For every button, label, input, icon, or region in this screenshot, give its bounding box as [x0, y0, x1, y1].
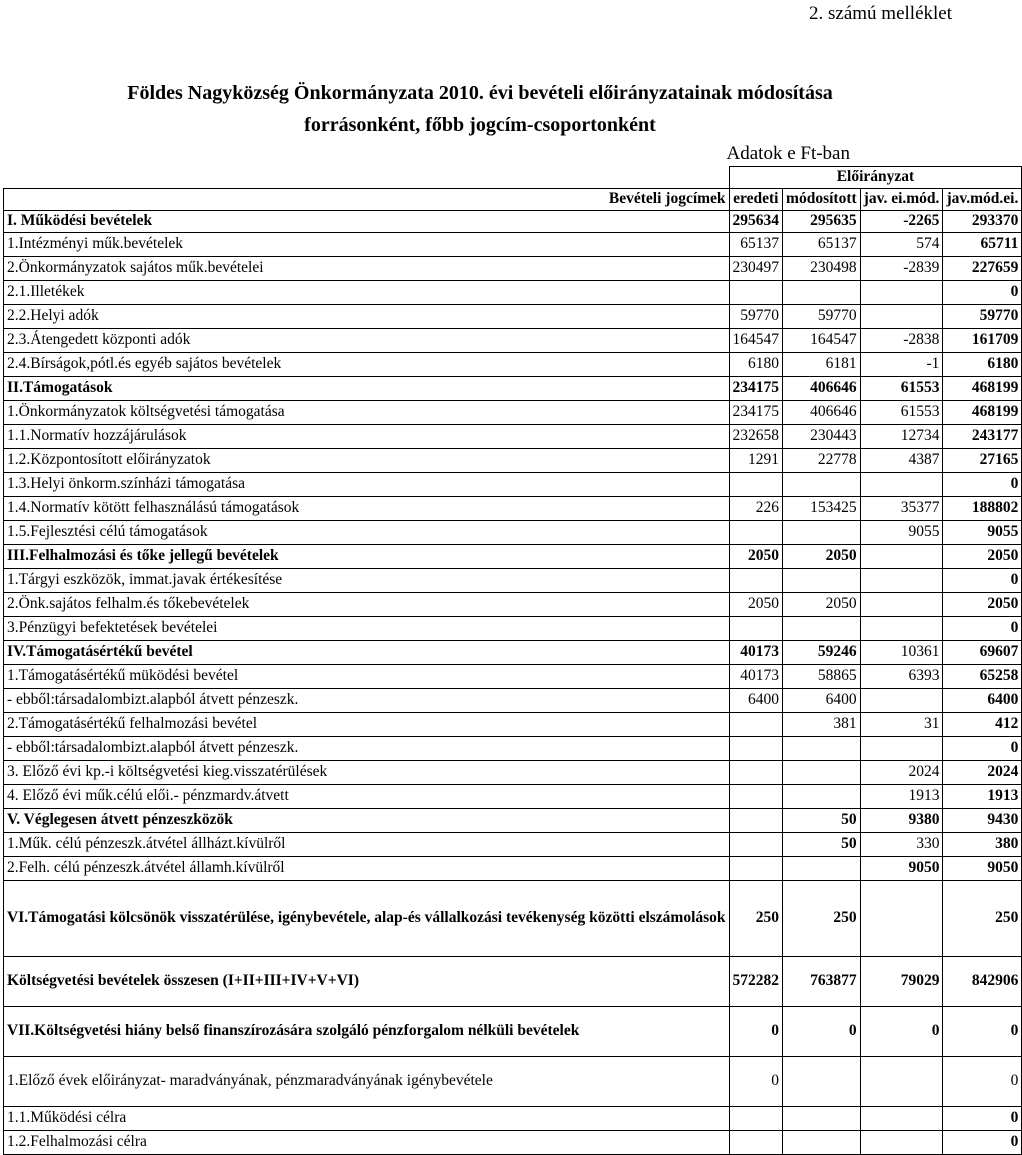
cell-jav-eimod: 12734 — [860, 425, 943, 449]
table-row — [4, 617, 1022, 641]
cell-modositott — [783, 521, 861, 545]
cell-modositott: 50 — [783, 833, 861, 857]
cell-modositott: 230498 — [783, 257, 861, 281]
cell-modositott: 59246 — [783, 641, 861, 665]
cell-modositott — [783, 617, 861, 641]
table-row — [4, 785, 1022, 809]
table-row — [4, 1057, 1022, 1107]
cell-jav-eimod: 6393 — [860, 665, 943, 689]
table-row — [4, 809, 1022, 833]
row-label: 4. Előző évi műk.célú elői.- pénzmardv.átvett — [4, 785, 730, 809]
cell-jav-modei: 0 — [943, 737, 1022, 761]
table-row — [4, 1007, 1022, 1057]
row-label: 2.3.Átengedett központi adók — [4, 329, 730, 353]
cell-eredeti — [729, 809, 783, 833]
row-label: 1.Önkormányzatok költségvetési támogatása — [4, 401, 730, 425]
cell-modositott: 59770 — [783, 305, 861, 329]
row-label: 2.2.Helyi adók — [4, 305, 730, 329]
row-label: VII.Költségvetési hiány belső finanszírozására szolgáló pénzforgalom nélküli bevételek — [4, 1007, 730, 1057]
table-row — [4, 473, 1022, 497]
table-row — [4, 233, 1022, 257]
cell-jav-modei: 2050 — [943, 593, 1022, 617]
cell-modositott: 381 — [783, 713, 861, 737]
header-blank — [4, 167, 730, 189]
cell-modositott — [783, 1131, 861, 1155]
cell-jav-modei: 0 — [943, 617, 1022, 641]
cell-jav-eimod: 9050 — [860, 857, 943, 881]
table-row — [4, 257, 1022, 281]
cell-eredeti: 65137 — [729, 233, 783, 257]
row-label: 2.4.Bírságok,pótl.és egyéb sajátos bevételek — [4, 353, 730, 377]
cell-jav-eimod — [860, 569, 943, 593]
cell-eredeti — [729, 1131, 783, 1155]
cell-jav-eimod — [860, 689, 943, 713]
cell-jav-modei: 227659 — [943, 257, 1022, 281]
cell-eredeti: 0 — [729, 1007, 783, 1057]
cell-eredeti: 59770 — [729, 305, 783, 329]
cell-modositott — [783, 281, 861, 305]
row-label: 1.1.Működési célra — [4, 1107, 730, 1131]
cell-jav-eimod: 9380 — [860, 809, 943, 833]
annex-label: 2. számú melléklet — [809, 3, 952, 24]
cell-jav-modei: 2024 — [943, 761, 1022, 785]
cell-modositott: 2050 — [783, 545, 861, 569]
cell-modositott: 295635 — [783, 211, 861, 233]
cell-jav-modei: 9430 — [943, 809, 1022, 833]
table-row — [4, 1107, 1022, 1131]
cell-eredeti: 250 — [729, 881, 783, 957]
unit-note: Adatok e Ft-ban — [726, 143, 850, 164]
cell-jav-eimod: 79029 — [860, 957, 943, 1007]
cell-eredeti — [729, 857, 783, 881]
cell-jav-modei: 0 — [943, 473, 1022, 497]
row-label: VI.Támogatási kölcsönök visszatérülése, igénybevétele, alap-és vállalkozási tevékenység közötti elszámolások — [4, 881, 730, 957]
cell-modositott: 164547 — [783, 329, 861, 353]
cell-modositott: 250 — [783, 881, 861, 957]
cell-jav-eimod: 61553 — [860, 377, 943, 401]
cell-modositott — [783, 569, 861, 593]
table-row — [4, 881, 1022, 957]
cell-jav-eimod — [860, 593, 943, 617]
cell-jav-eimod: 574 — [860, 233, 943, 257]
cell-jav-eimod: 35377 — [860, 497, 943, 521]
cell-jav-modei: 0 — [943, 1131, 1022, 1155]
cell-eredeti — [729, 617, 783, 641]
cell-jav-eimod: 0 — [860, 1007, 943, 1057]
cell-eredeti: 234175 — [729, 401, 783, 425]
table-row — [4, 281, 1022, 305]
table-row — [4, 521, 1022, 545]
cell-jav-modei: 188802 — [943, 497, 1022, 521]
row-label: 2.Felh. célú pénzeszk.átvétel államh.kívülről — [4, 857, 730, 881]
cell-jav-modei: 468199 — [943, 377, 1022, 401]
cell-jav-modei: 161709 — [943, 329, 1022, 353]
cell-jav-modei: 250 — [943, 881, 1022, 957]
cell-eredeti: 226 — [729, 497, 783, 521]
cell-jav-modei: 27165 — [943, 449, 1022, 473]
cell-eredeti — [729, 713, 783, 737]
row-label: 1.Műk. célú pénzeszk.átvétel állházt.kívülről — [4, 833, 730, 857]
cell-eredeti — [729, 473, 783, 497]
cell-eredeti: 572282 — [729, 957, 783, 1007]
cell-jav-modei: 6400 — [943, 689, 1022, 713]
header-modositott: módosított — [783, 189, 861, 211]
cell-eredeti: 6180 — [729, 353, 783, 377]
cell-jav-eimod: 9055 — [860, 521, 943, 545]
cell-jav-eimod — [860, 881, 943, 957]
cell-eredeti: 6400 — [729, 689, 783, 713]
cell-eredeti — [729, 569, 783, 593]
cell-jav-eimod: 31 — [860, 713, 943, 737]
table-row — [4, 305, 1022, 329]
cell-jav-modei: 69607 — [943, 641, 1022, 665]
cell-modositott — [783, 857, 861, 881]
cell-jav-modei: 65711 — [943, 233, 1022, 257]
cell-modositott: 6400 — [783, 689, 861, 713]
cell-eredeti: 164547 — [729, 329, 783, 353]
cell-modositott: 2050 — [783, 593, 861, 617]
cell-jav-modei: 0 — [943, 281, 1022, 305]
row-label: V. Véglegesen átvett pénzeszközök — [4, 809, 730, 833]
table-row — [4, 957, 1022, 1007]
row-label: 3.Pénzügyi befektetések bevételei — [4, 617, 730, 641]
cell-modositott: 58865 — [783, 665, 861, 689]
cell-jav-eimod — [860, 737, 943, 761]
cell-jav-modei: 59770 — [943, 305, 1022, 329]
cell-modositott — [783, 785, 861, 809]
row-label: 1.1.Normatív hozzájárulások — [4, 425, 730, 449]
cell-modositott — [783, 737, 861, 761]
revenue-table — [3, 166, 1022, 1155]
cell-jav-eimod: 2024 — [860, 761, 943, 785]
row-label: 1.3.Helyi önkorm.színházi támogatása — [4, 473, 730, 497]
cell-modositott — [783, 473, 861, 497]
table-row — [4, 689, 1022, 713]
table-row — [4, 593, 1022, 617]
header-group: Előirányzat — [729, 167, 1022, 189]
cell-jav-eimod — [860, 473, 943, 497]
cell-jav-eimod — [860, 617, 943, 641]
table-row — [4, 761, 1022, 785]
cell-jav-eimod — [860, 1057, 943, 1107]
cell-modositott: 230443 — [783, 425, 861, 449]
table-row — [4, 569, 1022, 593]
table-row — [4, 211, 1022, 233]
cell-jav-eimod: -2838 — [860, 329, 943, 353]
cell-eredeti — [729, 785, 783, 809]
document-title-line1: Földes Nagyközség Önkormányzata 2010. évi bevételi előirányzatainak módosítása — [127, 82, 833, 104]
row-label: II.Támogatások — [4, 377, 730, 401]
cell-jav-modei: 293370 — [943, 211, 1022, 233]
cell-modositott: 406646 — [783, 377, 861, 401]
cell-modositott: 153425 — [783, 497, 861, 521]
header-label: Bevételi jogcímek — [4, 189, 730, 211]
cell-jav-modei: 243177 — [943, 425, 1022, 449]
cell-jav-modei: 0 — [943, 569, 1022, 593]
table-row — [4, 401, 1022, 425]
cell-modositott — [783, 761, 861, 785]
cell-jav-modei: 412 — [943, 713, 1022, 737]
cell-jav-eimod: 1913 — [860, 785, 943, 809]
cell-jav-modei: 2050 — [943, 545, 1022, 569]
cell-eredeti — [729, 737, 783, 761]
row-label: 1.Előző évek előirányzat- maradványának, pénzmaradványának igénybevétele — [4, 1057, 730, 1107]
cell-eredeti: 232658 — [729, 425, 783, 449]
row-label: 2.1.Illetékek — [4, 281, 730, 305]
row-label: 1.Intézményi műk.bevételek — [4, 233, 730, 257]
cell-jav-eimod: -1 — [860, 353, 943, 377]
table-row — [4, 497, 1022, 521]
cell-modositott: 763877 — [783, 957, 861, 1007]
cell-jav-eimod — [860, 1107, 943, 1131]
cell-jav-modei: 9055 — [943, 521, 1022, 545]
cell-jav-eimod: -2839 — [860, 257, 943, 281]
document-title-line2: forrásonként, főbb jogcím-csoportonként — [304, 114, 656, 136]
cell-eredeti: 230497 — [729, 257, 783, 281]
cell-jav-eimod — [860, 281, 943, 305]
cell-eredeti — [729, 521, 783, 545]
cell-modositott — [783, 1057, 861, 1107]
cell-eredeti: 234175 — [729, 377, 783, 401]
cell-eredeti — [729, 1107, 783, 1131]
table-row — [4, 353, 1022, 377]
cell-modositott: 50 — [783, 809, 861, 833]
table-row — [4, 857, 1022, 881]
row-label: 2.Támogatásértékű felhalmozási bevétel — [4, 713, 730, 737]
row-label: IV.Támogatásértékű bevétel — [4, 641, 730, 665]
table-row — [4, 737, 1022, 761]
row-label: 1.2.Központosított előirányzatok — [4, 449, 730, 473]
cell-eredeti — [729, 833, 783, 857]
cell-modositott: 6181 — [783, 353, 861, 377]
cell-jav-modei: 380 — [943, 833, 1022, 857]
cell-jav-eimod: 330 — [860, 833, 943, 857]
row-label: 2.Önkormányzatok sajátos műk.bevételei — [4, 257, 730, 281]
cell-jav-eimod — [860, 545, 943, 569]
cell-eredeti: 295634 — [729, 211, 783, 233]
cell-eredeti: 40173 — [729, 641, 783, 665]
table-row — [4, 425, 1022, 449]
row-label: 1.2.Felhalmozási célra — [4, 1131, 730, 1155]
cell-modositott: 22778 — [783, 449, 861, 473]
cell-eredeti: 2050 — [729, 545, 783, 569]
cell-eredeti — [729, 281, 783, 305]
row-label: 3. Előző évi kp.-i költségvetési kieg.visszatérülések — [4, 761, 730, 785]
cell-jav-modei: 6180 — [943, 353, 1022, 377]
cell-jav-eimod: 4387 — [860, 449, 943, 473]
cell-jav-eimod: -2265 — [860, 211, 943, 233]
cell-jav-eimod — [860, 1131, 943, 1155]
cell-modositott — [783, 1107, 861, 1131]
table-row — [4, 329, 1022, 353]
table-row — [4, 377, 1022, 401]
table-row — [4, 1131, 1022, 1155]
cell-jav-modei: 0 — [943, 1057, 1022, 1107]
table-row — [4, 665, 1022, 689]
row-label: - ebből:társadalombizt.alapból átvett pénzeszk. — [4, 737, 730, 761]
row-label: 1.Tárgyi eszközök, immat.javak értékesítése — [4, 569, 730, 593]
table-row — [4, 545, 1022, 569]
row-label: 1.Támogatásértékű müködési bevétel — [4, 665, 730, 689]
header-eredeti: eredeti — [729, 189, 783, 211]
cell-jav-modei: 0 — [943, 1107, 1022, 1131]
cell-modositott: 0 — [783, 1007, 861, 1057]
row-label: 2.Önk.sajátos felhalm.és tőkebevételek — [4, 593, 730, 617]
cell-eredeti: 1291 — [729, 449, 783, 473]
row-label: 1.4.Normatív kötött felhasználású támogatások — [4, 497, 730, 521]
table-row — [4, 833, 1022, 857]
cell-jav-eimod: 10361 — [860, 641, 943, 665]
row-label: - ebből:társadalombizt.alapból átvett pénzeszk. — [4, 689, 730, 713]
row-label: 1.5.Fejlesztési célú támogatások — [4, 521, 730, 545]
table-row — [4, 713, 1022, 737]
cell-jav-modei: 0 — [943, 1007, 1022, 1057]
cell-eredeti: 2050 — [729, 593, 783, 617]
cell-eredeti — [729, 761, 783, 785]
header-jav-modei: jav.mód.ei. — [943, 189, 1022, 211]
row-label: III.Felhalmozási és tőke jellegű bevételek — [4, 545, 730, 569]
table-row — [4, 449, 1022, 473]
cell-jav-eimod — [860, 305, 943, 329]
cell-modositott: 65137 — [783, 233, 861, 257]
row-label: Költségvetési bevételek összesen (I+II+III+IV+V+VI) — [4, 957, 730, 1007]
cell-jav-modei: 9050 — [943, 857, 1022, 881]
table-row — [4, 641, 1022, 665]
cell-jav-modei: 468199 — [943, 401, 1022, 425]
cell-jav-modei: 1913 — [943, 785, 1022, 809]
cell-modositott: 406646 — [783, 401, 861, 425]
cell-jav-modei: 842906 — [943, 957, 1022, 1007]
cell-jav-modei: 65258 — [943, 665, 1022, 689]
cell-jav-eimod: 61553 — [860, 401, 943, 425]
cell-eredeti: 0 — [729, 1057, 783, 1107]
cell-eredeti: 40173 — [729, 665, 783, 689]
header-jav-eimod: jav. ei.mód. — [860, 189, 943, 211]
row-label: I. Működési bevételek — [4, 211, 730, 233]
